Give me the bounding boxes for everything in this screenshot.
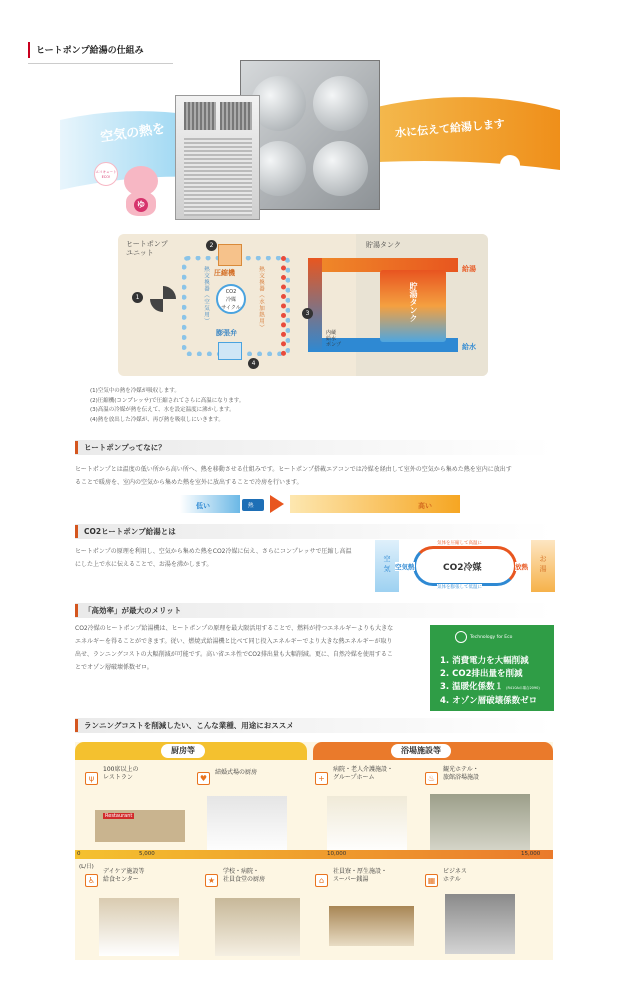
use-case-card	[315, 868, 425, 956]
merit-item: 1. 消費電力を大幅削減	[440, 656, 529, 666]
title-accent	[28, 42, 30, 58]
use-case-label: 100席以上の レストラン	[103, 766, 139, 781]
vertical-pipe	[308, 258, 322, 352]
school-icon: ★	[205, 874, 218, 887]
use-case-card	[85, 766, 195, 846]
kitchen-label: 厨房等	[161, 744, 205, 758]
mascot-text: ゆ	[134, 198, 148, 212]
step-list	[90, 387, 244, 425]
merit-text-line: とでオゾン層破壊係数ゼロ。	[75, 664, 153, 671]
merit-item: 2. CO2排出量を削減	[440, 669, 523, 679]
bath-label: 浴場施設等	[391, 744, 451, 758]
daycare-icon: ♿	[85, 874, 98, 887]
heat-release-label: 放熱	[515, 563, 528, 571]
eco-merit-box	[430, 625, 554, 711]
mascot-pig	[120, 160, 162, 218]
tank-body-label: 貯湯タンク	[409, 282, 418, 322]
air-side: 空 気	[375, 540, 399, 592]
use-case-label: 病院・老人介護施設・ グループホーム	[333, 766, 394, 781]
mascot-badge: エコキュートECO!	[94, 162, 118, 186]
section-recommend-header: ランニングコストを削減したい、こんな業種、用途におススメ	[75, 718, 553, 733]
co2-cycle: CO2 冷媒 サイクル	[216, 284, 246, 314]
hotel-image	[445, 894, 515, 954]
use-case-label: 社員寮・厚生施設・ スーパー銭湯	[333, 868, 388, 883]
eco-badge: Technology for Eco	[470, 635, 513, 640]
heat-arrow-icon	[270, 495, 284, 513]
dorm-icon: ⌂	[315, 874, 328, 887]
bathtub-icon	[400, 180, 440, 196]
use-case-card	[425, 766, 550, 846]
high-label: 高い	[418, 502, 432, 510]
compressor-label: 圧縮機	[214, 269, 235, 277]
section2-body-1: ヒートポンプの原理を利用し、空気から集めた熱をCO2冷媒に伝え、さらにコンプレッサで圧縮し高温	[75, 548, 352, 555]
merit-note: (R410Aの場合2090)	[506, 686, 540, 690]
merit-text-line: エネルギーを得ることができます。従い、燃焼式給湯機と比べて同じ投入エネルギーでより大きな熱エネルギーが取り	[75, 638, 393, 645]
merit-text-line: CO2冷媒のヒートポンプ給湯機は、ヒートポンプの原理を最大限活用することで、燃料が持つエネルギーよりも大きな	[75, 625, 394, 632]
use-case-label: 学校・病院・ 社員食堂の厨房	[223, 868, 266, 883]
faucet-icon	[455, 172, 477, 194]
use-case-card	[425, 868, 550, 956]
scale-tick: 10,000	[327, 851, 347, 857]
wedding-image	[207, 796, 287, 854]
wedding-icon: ♥	[197, 772, 210, 785]
water-hx-label: 熱交換器（水加熱用）	[258, 266, 264, 331]
section1-body-1: ヒートポンプとは温度の低い所から高い所へ、熱を移動させる仕組みです。ヒートポンプ搭載エアコンでは冷媒を経由して室外の空気から集めた熱を室内に放出す	[75, 466, 512, 473]
section1-body-2: ることで暖房を、室内の空気から集めた熱を室外に放出することで冷房を行います。	[75, 479, 303, 486]
air-hx-label: 熱交換器（空気用）	[203, 266, 209, 325]
scale-tick: 5,000	[139, 851, 155, 857]
business-hotel-icon: ▦	[425, 874, 438, 887]
step-3-marker: 3	[302, 308, 313, 319]
step-item: (3)高温の冷媒が熱を伝えて、水を設定温度に沸かします。	[90, 407, 235, 413]
hot-out-label: 給湯	[462, 265, 476, 273]
section3-body	[75, 622, 425, 674]
section-co2-header: CO2ヒートポンプ給湯とは	[75, 524, 553, 539]
co2-label: CO2冷媒	[443, 563, 482, 573]
use-case-label: ビジネス ホテル	[443, 868, 467, 883]
catering-image	[99, 898, 179, 956]
hot-refrigerant-line	[276, 256, 286, 356]
pump-label: 内蔵 給水 ポンプ	[326, 330, 342, 348]
step-4-marker: 4	[248, 358, 259, 369]
step-item: (1)空気中の熱を冷媒が吸収します。	[90, 388, 180, 394]
warm-arrow	[290, 495, 460, 513]
exp-valve	[218, 342, 242, 360]
merit-list	[440, 655, 540, 708]
low-label: 低い	[196, 502, 210, 510]
hot-side: お 湯	[531, 540, 555, 592]
scale-tick: 0	[77, 851, 81, 857]
low-high-bar	[180, 491, 460, 517]
page-title: ヒートポンプ給湯の仕組み	[36, 46, 144, 56]
use-case-label: 観光ホテル・ 旅館浴場施設	[443, 766, 480, 781]
section2-body-2: にした上で水に伝えることで、お湯を沸かします。	[75, 561, 213, 568]
co2-cycle-graphic	[375, 540, 555, 592]
bottom-arrow-label: 気体を膨張して低温に	[437, 585, 482, 590]
sento-image	[329, 906, 414, 946]
merit-item: 3. 温暖化係数１ (R410Aの場合2090)	[440, 682, 540, 692]
fan-icon	[150, 286, 176, 312]
use-case-label: デイケア施設等 給食センター	[103, 868, 145, 883]
bath-image	[430, 794, 530, 854]
water-supply-text: 水に伝えて給湯します	[394, 117, 506, 140]
merit-text-line: 出せ、ランニングコストの大幅削減が可能です。高い省エネ性でCO2排出量も大幅削減。更に、自然冷媒を使用するこ	[75, 651, 393, 658]
fork-knife-icon: ψ	[85, 772, 98, 785]
hp-unit-label: ヒートポンプ ユニット	[126, 240, 168, 257]
cycle-diagram	[118, 234, 488, 376]
use-case-card	[197, 766, 307, 846]
step-item: (4)熱を放出した冷媒が、再び熱を吸収しにいきます。	[90, 416, 224, 423]
restaurant-image	[95, 810, 185, 842]
section-heat-pump-header: ヒートポンプってなに？	[75, 440, 553, 455]
cold-arrow	[180, 495, 240, 513]
expansion-valve-label: 膨張弁	[216, 329, 237, 337]
section-merit-header: 「高効率」が最大のメリット	[75, 603, 553, 618]
kitchen-image	[215, 898, 300, 956]
step-item: (2)圧縮機(コンプレッサ)で圧縮されてさらに高温になります。	[90, 397, 245, 404]
use-case-label: 結婚式場の厨房	[215, 769, 258, 776]
tank-label: 貯湯タンク	[366, 241, 401, 249]
hospital-icon: +	[315, 772, 328, 785]
hero-area	[60, 60, 560, 240]
use-case-card	[315, 766, 425, 846]
step-2-marker: 2	[206, 240, 217, 251]
hotel-icon: ♨	[425, 772, 438, 785]
care-image	[327, 796, 407, 854]
globe-icon	[455, 631, 467, 643]
heat-pump-unit-image	[175, 95, 260, 220]
top-arrow-label: 気体を圧縮して高温に	[437, 541, 482, 546]
air-heat-text: 空気の熱を	[99, 121, 167, 146]
heat-label: 熱	[248, 503, 254, 509]
storage-tank-image	[240, 60, 380, 210]
air-heat-label: 空気熱	[395, 563, 415, 571]
use-case-card	[205, 868, 315, 956]
use-case-card	[85, 868, 195, 956]
water-in-label: 給水	[462, 343, 476, 351]
usage-chart	[75, 742, 553, 960]
store-sign: Restaurant	[105, 813, 133, 819]
scale-unit: (L/日)	[79, 864, 94, 870]
scale-tick: 15,000	[521, 851, 541, 857]
step-1-marker: 1	[132, 292, 143, 303]
compressor	[218, 244, 242, 266]
merit-item: 4. オゾン層破壊係数ゼロ	[440, 696, 538, 706]
